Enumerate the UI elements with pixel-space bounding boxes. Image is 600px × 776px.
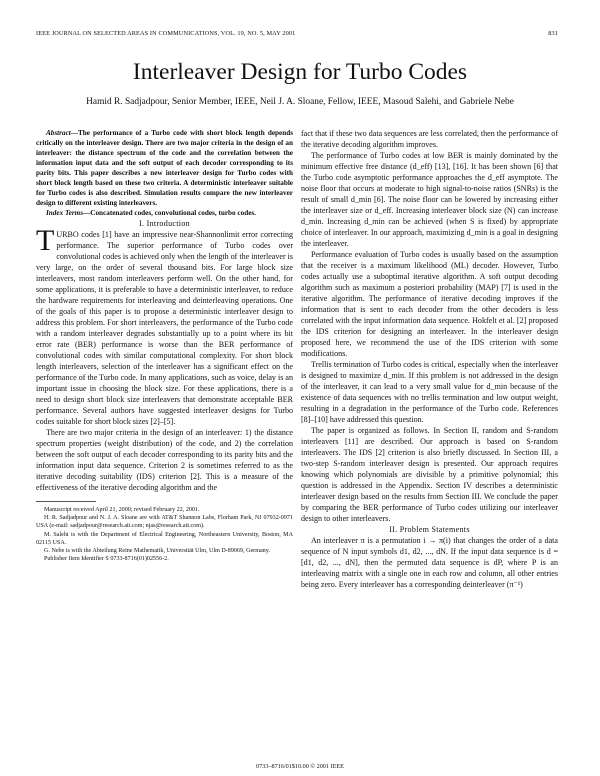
problem-paragraph-1: An interleaver π is a permutation i → π(i) that changes the order of a data sequence of N input symbols d1, d2, ..., dN. If the input data sequence is d = [d1, d2, ..., dN], then the permuted data sequence is dP, where P is an interleaving matrix with a single one in each row and column, all other entries being zero. Every interleaver has a corresponding deinterleaver (π⁻¹): [301, 536, 558, 589]
intro-paragraph-3: fact that if these two data sequences are less correlated, then the performance of the iterative decoding algorithm improves.: [301, 129, 558, 149]
abstract: [36, 128, 293, 208]
paper-title: Interleaver Design for Turbo Codes: [132, 59, 468, 85]
footnote-nebe: G. Nebe is with the Abteilung Reine Mathematik, Universität Ulm, Ulm D-89069, Germany.: [44, 548, 270, 555]
intro-paragraph-5: Performance evaluation of Turbo codes is usually based on the assumption that the receiver is a maximum likelihood (ML) decoder. However, Turbo codes actually use a suboptimal iterative algorithm. A soft output decoding algorithm such as maximum a posteriori probability (MAP) [7] is used in the iterative algorithm. The performance of iterative decoding improves if the information that is sent to each decoder from the other decoders is less correlated with the input information data sequence. Hokfelt et al. [2] proposed the IDS criterion for designing an interleaver. In the interleaver design proposed here, we recommend the use of the IDS criterion with some modifications.: [301, 250, 558, 358]
footnote-divider: [36, 501, 96, 502]
intro-paragraph-1: [36, 224, 293, 427]
index-terms-label: Index Terms—: [46, 209, 91, 217]
drop-cap: T: [36, 224, 55, 257]
intro-paragraph-1-text: URBO codes [1] have an impressive near-Shannonlimit error correcting performance. The superior performance of Turbo codes over convolutional codes is achieved only when the length of the interleaver is very large, on the order of several thousand bits. For large block size interleavers, most random interleavers perform well. On the other hand, for some applications, it is preferable to have a deterministic interleaver, to reduce the hardware requirements for interleaving and deinterleaving operations. One of the goals of this paper is to propose a deterministic interleaver design to address this problem. For short interleavers, the performance of the Turbo code with a random interleaver degrades substantially up to a point where its bit error rate (BER) performance is worse than the BER performance of convolutional codes with similar computational complexity. For short block length interleavers, selection of the interleaver has a significant effect on the performance of the Turbo code. In many applications, such as voice, delay is an important issue in choosing the block size. For these applications, there is a need to design short block size interleavers that demonstrate acceptable BER performance. Several authors have suggested interleaver designs for Turbo codes suitable for short block sizes [2]–[5].: [36, 230, 293, 426]
left-column: [36, 128, 293, 563]
author-list: Hamid R. Sadjadpour, Senior Member, IEEE, Neil J. A. Sloane, Fellow, IEEE, Masoud Salehi, and Gabriele Nebe: [86, 97, 514, 107]
footnote-salehi: M. Salehi is with the Department of Electrical Engineering, Northeastern University, Boston, MA 02115 USA.: [36, 531, 293, 546]
index-terms: [36, 208, 293, 218]
right-column: [301, 128, 558, 590]
page-number: 831: [548, 30, 558, 37]
intro-paragraph-6: Trellis termination of Turbo codes is critical, especially when the interleaver is designed to maximize d_min. If this problem is not addressed in the design of the interleaver, it can lead to a very small value for d_min because of the existence of data sequences with no trellis termination and low output weight, resulting in a degradation in the performance of the Turbo code. References [8]–[10] have addressed this question.: [301, 360, 558, 424]
intro-paragraph-7: The paper is organized as follows. In Section II, random and S-random interleavers [11] are described. Our approach is based on S-random interleavers. The IDS [2] criterion is also briefly discussed. In Section III, a two-step S-random interleaver design is presented. Our approach requires knowing which polynomials are divisible by a primitive polynomial; this question is addressed in the Appendix. Section IV describes a deterministic interleaver design based on the results from Section III. We conclude the paper by comparing the BER performance of Turbo codes utilizing our interleaver design to other interleavers.: [301, 426, 558, 523]
footnote-authors-att: H. R. Sadjadpour and N. J. A. Sloane are with AT&T Shannon Labs, Florham Park, NJ 07932-0971 USA (e-mail: sadjadpour@research.att.com; njas@research.att.com).: [36, 515, 293, 530]
abstract-label: Abstract—: [46, 129, 78, 137]
section-heading-problem-statements: II. Problem Statements: [389, 525, 470, 534]
running-header: [36, 30, 558, 40]
intro-paragraph-4: The performance of Turbo codes at low BER is mainly dominated by the minimum effective free distance (d_eff) [13], [16]. It has been shown [6] that the Turbo code asymptotic performance approaches the d_eff asymptote. The noise floor that occurs at moderate to high signal-to-noise ratios (SNRs) is the result of small d_min [6]. The noise floor can be lowered by increasing either the interleaver size or d_eff. Increasing interleaver block size (N) can increase d_min. Increasing d_min can be achieved (when S is fixed) by appropriate choice of interleaver. In our approach, maximizing d_min is a goal in designing the interleaver.: [301, 151, 558, 248]
journal-header: IEEE JOURNAL ON SELECTED AREAS IN COMMUNICATIONS, VOL. 19, NO. 5, MAY 2001: [36, 30, 296, 37]
footnotes: [36, 506, 293, 563]
index-terms-text: Concatenated codes, convolutional codes, turbo codes.: [90, 209, 256, 217]
copyright-line: 0733–8716/01$10.00 © 2001 IEEE: [256, 763, 344, 770]
abstract-text: The performance of a Turbo code with short block length depends critically on the interleaver design. There are two major criteria in the design of an interleaver: the distance spectrum of the code and the correlation between the information input data and the soft output of each decoder corresponding to its parity bits. This paper describes a new interleaver design for Turbo codes with short block length based on these two criteria. A deterministic interleaver suitable for Turbo codes is also described. Simulation results compare the new interleaver design to different existing interleavers.: [36, 129, 293, 207]
section-heading-introduction: I. Introduction: [139, 219, 190, 228]
footnote-received: Manuscript received April 21, 2000; revised February 22, 2001.: [44, 507, 200, 513]
intro-paragraph-2: There are two major criteria in the design of an interleaver: 1) the distance spectrum properties (weight distribution) of the code, and 2) the correlation between the soft output of each decoder corresponding to its parity bits and the information input data sequence. Criterion 2 is sometimes referred to as the iterative decoding suitability (IDS) criterion [2]. This is a measure of the effectiveness of the iterative decoding algorithm and the: [36, 428, 293, 492]
footnote-pii: Publisher Item Identifier S 0733-8716(01)02556-2.: [44, 556, 169, 563]
